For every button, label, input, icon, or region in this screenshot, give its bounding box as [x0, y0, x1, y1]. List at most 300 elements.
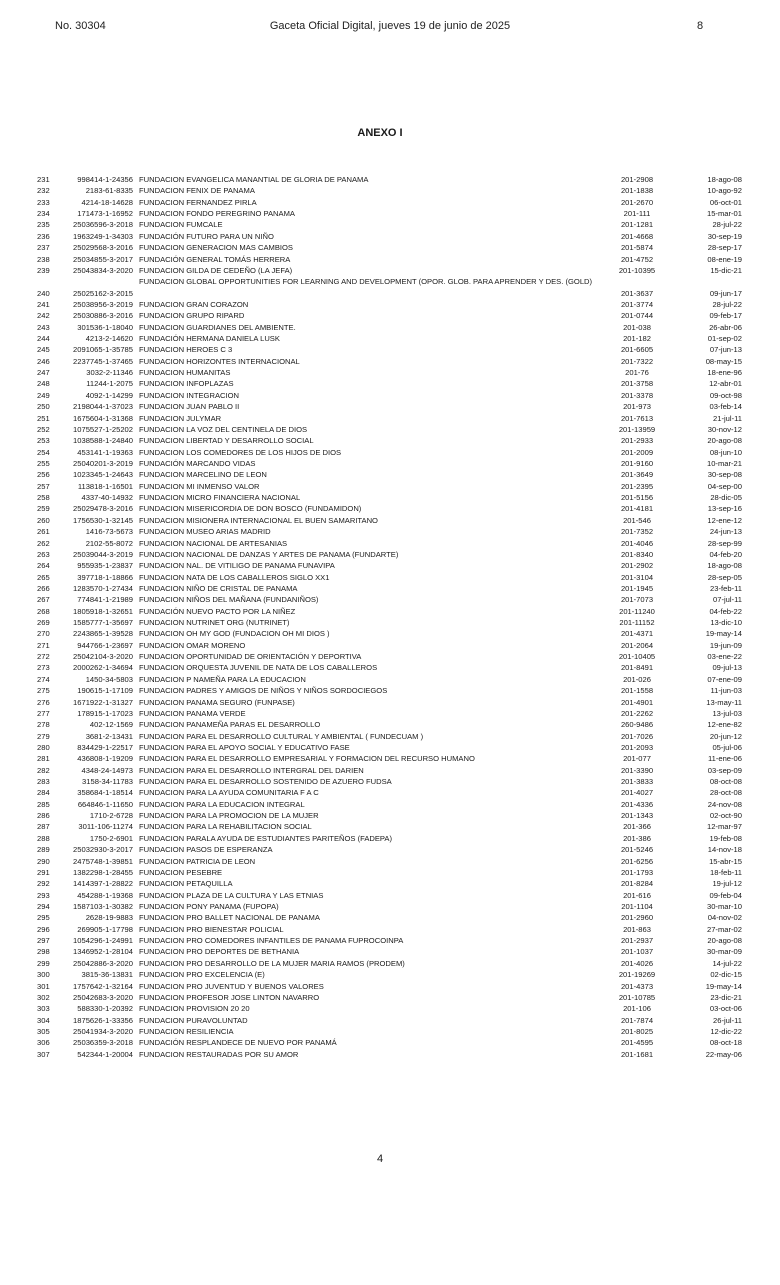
ruc-cell: 25041934-3-2020: [73, 1026, 133, 1036]
registry-cell: 201-546: [623, 515, 651, 525]
date-cell: 24-nov-08: [707, 799, 742, 809]
row-number: 260: [37, 515, 50, 525]
foundation-name-cell: FUNDACION HORIZONTES INTERNACIONAL: [139, 356, 300, 366]
date-cell: 18-ago-08: [707, 175, 742, 184]
ruc-cell: 436808-1-19209: [77, 754, 133, 764]
date-cell: 19-jun-09: [709, 640, 742, 650]
foundation-name-cell: FUNDACION PARA EL DESARROLLO INTERGRAL DEL DARIEN: [139, 765, 364, 775]
table-row: [0, 594, 780, 605]
table-row: [0, 310, 780, 321]
registry-cell: 201-76: [625, 368, 649, 378]
row-number: 233: [37, 197, 50, 207]
foundation-list: [0, 174, 780, 1060]
registry-cell: 201-5874: [620, 243, 654, 253]
table-row: [0, 469, 780, 480]
table-row: [0, 787, 780, 798]
row-number: 241: [37, 299, 50, 309]
row-number: 248: [37, 379, 50, 389]
row-number: 289: [37, 845, 50, 855]
date-cell: 15-abr-15: [709, 856, 742, 866]
foundation-name-cell: FUNDACION PRO DESARROLLO DE LA MUJER MARIA RAMOS (PRODEM): [139, 958, 405, 968]
registry-cell: 201-026: [623, 674, 651, 684]
registry-cell: 201-2908: [620, 175, 654, 184]
table-row: [0, 515, 780, 526]
table-row: [0, 708, 780, 719]
table-row: [0, 322, 780, 333]
row-number: 288: [37, 833, 50, 843]
table-row: [0, 549, 780, 560]
registry-cell: 201-3758: [620, 379, 654, 389]
foundation-name-cell: FUNDACION NACIONAL DE DANZAS Y ARTES DE PANAMA (FUNDARTE): [139, 549, 399, 559]
table-row: [0, 992, 780, 1003]
ruc-cell: 1283570-1-27434: [73, 583, 133, 593]
foundation-name-cell: FUNDACION INFOPLAZAS: [139, 379, 234, 389]
ruc-cell: 113818-1-16501: [77, 481, 133, 491]
row-number: 255: [37, 458, 50, 468]
date-cell: 20-ago-08: [707, 936, 742, 946]
foundation-name-cell: FUNDACION NACIONAL DE ARTESANIAS: [139, 538, 288, 548]
table-row: [0, 526, 780, 537]
table-row: [0, 640, 780, 651]
registry-cell: 201-8025: [620, 1026, 654, 1036]
ruc-cell: 1805918-1-32651: [73, 606, 133, 616]
registry-cell: 201-2670: [620, 197, 654, 207]
foundation-name-cell: FUNDACIÓN RESPLANDECE DE NUEVO POR PANAMÁ: [139, 1038, 337, 1048]
registry-cell: 201-10405: [618, 652, 656, 662]
date-cell: 28-jul-22: [712, 299, 742, 309]
ruc-cell: 25039044-3-2019: [73, 549, 133, 559]
row-number: 287: [37, 822, 50, 832]
table-row: [0, 424, 780, 435]
date-cell: 19-jul-12: [712, 879, 742, 889]
date-cell: 02-oct-90: [709, 811, 742, 821]
row-number: 235: [37, 220, 50, 230]
table-row: [0, 753, 780, 764]
registry-cell: 201-1104: [621, 902, 653, 911]
table-row: [0, 856, 780, 867]
row-number: 304: [37, 1015, 50, 1025]
row-number: 251: [37, 413, 50, 423]
ruc-cell: 1346952-1-28104: [73, 947, 133, 957]
row-number: 259: [37, 504, 50, 514]
row-number: 305: [37, 1026, 50, 1036]
table-row: [0, 401, 780, 412]
registry-cell: 201-106: [623, 1004, 651, 1014]
table-row: [0, 197, 780, 208]
foundation-name-cell: FUNDACIÓN HERMANA DANIELA LUSK: [139, 334, 280, 344]
ruc-cell: 25032930-3-2017: [73, 845, 133, 855]
registry-cell: 201-2933: [620, 436, 654, 446]
row-number: 283: [37, 777, 50, 787]
registry-cell: 201-4371: [620, 629, 654, 639]
foundation-name-cell: FUNDACION NIÑO DE CRISTAL DE PANAMA: [139, 583, 298, 593]
registry-cell: 201-2960: [620, 913, 654, 923]
row-number: 266: [37, 583, 50, 593]
registry-cell: 201-386: [623, 833, 651, 843]
registry-cell: 201-3774: [620, 299, 654, 309]
foundation-name-cell: FUNDACION NATA DE LOS CABALLEROS SIGLO XX1: [139, 572, 330, 582]
registry-cell: 201-1558: [620, 686, 654, 696]
registry-cell: 201-111: [623, 209, 651, 219]
foundation-name-cell: FUNDACION NAL. DE VITILIGO DE PANAMA FUNAVIPA: [139, 561, 335, 571]
registry-cell: 201-7322: [620, 356, 654, 366]
ruc-cell: 2237745-1-37465: [73, 356, 133, 366]
date-cell: 09-feb-17: [709, 311, 742, 321]
row-number: 281: [37, 754, 50, 764]
date-cell: 26-jul-11: [713, 1015, 742, 1025]
ruc-cell: 25042683-3-2020: [73, 992, 133, 1002]
date-cell: 18-ene-96: [707, 368, 742, 378]
registry-cell: 201-5246: [620, 845, 654, 855]
date-cell: 02-dic-15: [710, 970, 742, 980]
foundation-name-cell: FUNDACION OPORTUNIDAD DE ORIENTACIÓN Y DEPORTIVA: [139, 652, 362, 662]
table-row: [0, 344, 780, 355]
row-number: 240: [37, 288, 50, 298]
table-row: [0, 878, 780, 889]
date-cell: 08-ene-19: [707, 254, 742, 264]
registry-cell: 201-7026: [620, 731, 654, 741]
registry-cell: 201-3390: [620, 765, 654, 775]
foundation-name-cell: FUNDACIÓN GENERAL TOMÁS HERRERA: [139, 254, 291, 264]
table-row: [0, 447, 780, 458]
row-number: 236: [37, 231, 50, 241]
foundation-name-cell: FUNDACION PATRICIA DE LEON: [139, 856, 256, 866]
registry-cell: 201-4046: [620, 538, 654, 548]
table-row: [0, 378, 780, 389]
row-number: 302: [37, 992, 50, 1002]
ruc-cell: 4092-1-14299: [85, 390, 133, 400]
registry-cell: 201-4752: [620, 254, 654, 264]
date-cell: 30-nov-12: [707, 424, 742, 434]
ruc-cell: 3011-106-11274: [78, 822, 133, 832]
table-row: [0, 606, 780, 617]
ruc-cell: 25025162-3-2015: [73, 288, 133, 298]
row-number: 303: [37, 1004, 50, 1014]
table-row: [0, 265, 780, 276]
ruc-cell: 4214-18-14628: [81, 197, 133, 207]
row-number: 237: [37, 243, 50, 253]
ruc-cell: 11244-1-2075: [86, 379, 133, 389]
ruc-cell: 301536-1-18040: [77, 322, 133, 332]
table-row: [0, 651, 780, 662]
ruc-cell: 25036359-3-2018: [73, 1038, 133, 1048]
ruc-cell: 25043834-3-2020: [73, 265, 133, 275]
row-number: 243: [37, 322, 50, 332]
registry-cell: 260-9486: [620, 720, 654, 730]
ruc-cell: 25042886-3-2020: [73, 958, 133, 968]
date-cell: 10-mar-21: [706, 458, 742, 468]
table-row: [0, 583, 780, 594]
date-cell: 11-ene-06: [707, 754, 742, 764]
date-cell: 18-ago-08: [707, 561, 742, 571]
foundation-name-cell: FUNDACION OMAR MORENO: [139, 640, 246, 650]
ruc-cell: 944766-1-23697: [77, 640, 133, 650]
ruc-cell: 1382298-1-28455: [73, 867, 133, 877]
registry-cell: 201-7073: [620, 595, 654, 605]
date-cell: 28-sep-05: [707, 572, 742, 582]
foundation-name-cell: FUNDACION P NAMEÑA PARA LA EDUCACION: [139, 674, 306, 684]
date-cell: 30-sep-19: [707, 231, 742, 241]
table-row: [0, 481, 780, 492]
ruc-cell: 1756530-1-32145: [73, 515, 133, 525]
date-cell: 14-jul-22: [712, 958, 742, 968]
registry-cell: 201-077: [623, 754, 651, 764]
table-row: [0, 185, 780, 196]
foundation-name-cell: FUNDACION PLAZA DE LA CULTURA Y LAS ETNIAS: [139, 890, 324, 900]
registry-cell: 201-2395: [620, 481, 654, 491]
ruc-cell: 1750-2-6901: [89, 833, 133, 843]
registry-cell: 201-4668: [620, 231, 654, 241]
date-cell: 18-feb-11: [710, 867, 742, 877]
ruc-cell: 2628-19-9883: [85, 913, 133, 923]
foundation-name-cell: FUNDACION MICRO FINANCIERA NACIONAL: [139, 493, 301, 503]
date-cell: 03-oct-06: [709, 1004, 742, 1014]
foundation-name-cell: FUNDACION PANAMA SEGURO (FUNPASE): [139, 697, 295, 707]
table-row: [0, 242, 780, 253]
row-number: 242: [37, 311, 50, 321]
foundation-name-cell: FUNDACION MI INMENSO VALOR: [139, 481, 260, 491]
row-number: 261: [37, 527, 50, 537]
foundation-name-cell: FUNDACION PROFESOR JOSE LINTON NAVARRO: [139, 992, 320, 1002]
date-cell: 30-mar-10: [706, 902, 742, 911]
date-cell: 19-may-14: [705, 629, 742, 639]
table-row: [0, 538, 780, 549]
table-row: [0, 503, 780, 514]
ruc-cell: 358684-1-18514: [77, 788, 133, 798]
table-row: [0, 674, 780, 685]
registry-cell: 201-616: [623, 890, 651, 900]
table-row: [0, 458, 780, 469]
foundation-name-cell: FUNDACION PARA LA REHABILITACION SOCIAL: [139, 822, 312, 832]
ruc-cell: 178915-1-17023: [77, 708, 133, 718]
foundation-name-cell: FUNDACION PANAMA VERDE: [139, 708, 246, 718]
ruc-cell: 190615-1-17109: [77, 686, 133, 696]
foundation-name-cell: FUNDACIÓN FUTURO PARA UN NIÑO: [139, 231, 274, 241]
row-number: 272: [37, 652, 50, 662]
ruc-cell: 1671922-1-31327: [73, 697, 133, 707]
ruc-cell: 1038588-1-24840: [73, 436, 133, 446]
date-cell: 09-feb-04: [709, 890, 742, 900]
registry-cell: 201-182: [623, 334, 651, 344]
ruc-cell: 1054296-1-24991: [73, 936, 133, 946]
registry-cell: 201-11152: [619, 618, 655, 628]
date-cell: 23-dic-21: [710, 992, 742, 1002]
table-row: [0, 390, 780, 401]
table-row: [0, 560, 780, 571]
registry-cell: 201-4026: [620, 958, 654, 968]
table-row: [0, 742, 780, 753]
foundation-name-cell: FUNDACION PRO EXCELENCIA (E): [139, 970, 265, 980]
row-number: 249: [37, 390, 50, 400]
table-row: [0, 1049, 780, 1060]
table-row: [0, 890, 780, 901]
foundation-name-cell: FUNDACION ORQUESTA JUVENIL DE NATA DE LOS CABALLEROS: [139, 663, 378, 673]
table-row: [0, 844, 780, 855]
foundation-name-cell: FUNDACION GLOBAL OPPORTUNITIES FOR LEARNING AND DEVELOPMENT (OPOR. GLOB. PARA APRENDER Y DES. (GOLD): [139, 277, 593, 287]
foundation-name-cell: FUNDACION PETAQUILLA: [139, 879, 233, 889]
row-number: 297: [37, 936, 50, 946]
foundation-name-cell: FUNDACION PARA EL DESARROLLO EMPRESARIAL Y FORMACION DEL RECURSO HUMANO: [139, 754, 475, 764]
table-row: [0, 628, 780, 639]
table-row: [0, 685, 780, 696]
foundation-name-cell: FUNDACION LA VOZ DEL CENTINELA DE DIOS: [139, 424, 308, 434]
registry-cell: 201-3649: [620, 470, 654, 480]
row-number: 265: [37, 572, 50, 582]
table-row: [0, 969, 780, 980]
registry-cell: 201-8340: [620, 549, 654, 559]
foundation-name-cell: FUNDACION PARALA AYUDA DE ESTUDIANTES PARITEÑOS (FADEPA): [139, 833, 393, 843]
registry-cell: 201-366: [623, 822, 651, 832]
foundation-name-cell: FUNDACION PURAVOLUNTAD: [139, 1015, 248, 1025]
date-cell: 08-oct-18: [709, 1038, 742, 1048]
row-number: 257: [37, 481, 50, 491]
row-number: 299: [37, 958, 50, 968]
row-number: 301: [37, 981, 50, 991]
ruc-cell: 664846-1-11650: [77, 799, 133, 809]
registry-cell: 201-6605: [620, 345, 654, 355]
row-number: 300: [37, 970, 50, 980]
table-row: [0, 231, 780, 242]
date-cell: 13-jul-03: [712, 708, 742, 718]
ruc-cell: 4213-2-14620: [85, 334, 133, 344]
registry-cell: 201-2902: [620, 561, 654, 571]
registry-cell: 201-4901: [620, 697, 654, 707]
ruc-cell: 2198044-1-37023: [73, 402, 133, 412]
table-row: [0, 833, 780, 844]
registry-cell: 201-8284: [620, 879, 654, 889]
foundation-name-cell: FUNDACION FONDO PEREGRINO PANAMA: [139, 209, 295, 219]
ruc-cell: 1587103-1-30382: [73, 902, 133, 911]
registry-cell: 201-7874: [620, 1015, 654, 1025]
date-cell: 07-ene-09: [707, 674, 742, 684]
ruc-cell: 4337-40-14932: [81, 493, 133, 503]
row-number: 298: [37, 947, 50, 957]
registry-cell: 201-1838: [620, 186, 654, 196]
gazette-title: Gaceta Oficial Digital, jueves 19 de junio de 2025: [269, 20, 511, 32]
date-cell: 03-sep-09: [707, 765, 742, 775]
table-row: [0, 1037, 780, 1048]
foundation-name-cell: FUNDACION PADRES Y AMIGOS DE NIÑOS Y NIÑOS SORDOCIEGOS: [139, 686, 388, 696]
row-number: 256: [37, 470, 50, 480]
registry-cell: 201-4595: [620, 1038, 654, 1048]
date-cell: 28-dic-05: [710, 493, 742, 503]
ruc-cell: 1757642-1-32164: [73, 981, 133, 991]
table-row: [0, 1015, 780, 1026]
foundation-name-cell: FUNDACION PARA EL DESARROLLO SOSTENIDO DE AZUERO FUDSA: [139, 777, 392, 787]
date-cell: 19-feb-08: [709, 833, 742, 843]
foundation-name-cell: FUNDACION PRO BALLET NACIONAL DE PANAMA: [139, 913, 320, 923]
foundation-name-cell: FUNDACION INTEGRACION: [139, 390, 239, 400]
foundation-name-cell: FUNDACION PARA LA EDUCACION INTEGRAL: [139, 799, 305, 809]
row-number: 258: [37, 493, 50, 503]
ruc-cell: 1414397-1-28822: [73, 879, 133, 889]
foundation-name-cell: FUNDACION PRO BIENESTAR POLICIAL: [139, 924, 284, 934]
document-title: ANEXO I: [357, 127, 403, 139]
row-number: 284: [37, 788, 50, 798]
row-number: 291: [37, 867, 50, 877]
ruc-cell: 1585777-1-35697: [73, 618, 133, 628]
registry-cell: 201-038: [623, 322, 651, 332]
ruc-cell: 25038956-3-2019: [73, 299, 133, 309]
foundation-name-cell: FUNDACION PARA EL DESARROLLO CULTURAL Y AMBIENTAL ( FUNDECUAM ): [139, 731, 424, 741]
registry-cell: 201-5156: [620, 493, 654, 503]
ruc-cell: 998414-1-24356: [77, 175, 133, 184]
ruc-cell: 171473-1-16952: [77, 209, 133, 219]
table-row: [0, 276, 780, 299]
date-cell: 28-sep-17: [707, 243, 742, 253]
row-number: 290: [37, 856, 50, 866]
row-number: 274: [37, 674, 50, 684]
row-number: 307: [37, 1049, 50, 1059]
date-cell: 13-dic-10: [710, 618, 742, 628]
date-cell: 20-jun-12: [709, 731, 742, 741]
ruc-cell: 1075527-1-25202: [73, 424, 133, 434]
foundation-name-cell: FUNDACION PASOS DE ESPERANZA: [139, 845, 273, 855]
date-cell: 09-jun-17: [709, 288, 742, 298]
row-number: 271: [37, 640, 50, 650]
foundation-name-cell: FUNDACION MISERICORDIA DE DON BOSCO (FUNDAMIDON): [139, 504, 362, 514]
registry-cell: 201-19269: [618, 970, 656, 980]
table-row: [0, 174, 780, 185]
foundation-name-cell: FUNDACION PRO COMEDORES INFANTILES DE PANAMA FUPROCOINPA: [139, 936, 404, 946]
registry-cell: 201-2937: [620, 936, 654, 946]
row-number: 292: [37, 879, 50, 889]
ruc-cell: 3158-34-11783: [82, 777, 133, 787]
table-row: [0, 731, 780, 742]
registry-cell: 201-1793: [620, 867, 654, 877]
date-cell: 03-ene-22: [707, 652, 742, 662]
date-cell: 20-ago-08: [707, 436, 742, 446]
date-cell: 14-nov-18: [707, 845, 742, 855]
row-number: 294: [37, 902, 50, 911]
foundation-name-cell: FUNDACION FUMCALE: [139, 220, 223, 230]
foundation-name-cell: FUNDACION LOS COMEDORES DE LOS HIJOS DE DIOS: [139, 447, 342, 457]
ruc-cell: 3032-2-11346: [86, 368, 133, 378]
table-row: [0, 492, 780, 503]
table-row: [0, 799, 780, 810]
ruc-cell: 25029568-3-2016: [73, 243, 133, 253]
date-cell: 12-mar-97: [706, 822, 742, 832]
foundation-name-cell: FUNDACION PARA EL APOYO SOCIAL Y EDUCATIVO FASE: [139, 742, 350, 752]
date-cell: 07-jul-11: [713, 595, 742, 605]
table-row: [0, 765, 780, 776]
date-cell: 28-sep-99: [707, 538, 742, 548]
foundation-name-cell: FUNDACION OH MY GOD (FUNDACION OH MI DIOS ): [139, 629, 330, 639]
foundation-name-cell: FUNDACION MARCELINO DE LEON: [139, 470, 267, 480]
row-number: 296: [37, 924, 50, 934]
row-number: 264: [37, 561, 50, 571]
table-row: [0, 662, 780, 673]
ruc-cell: 2243865-1-39528: [73, 629, 133, 639]
date-cell: 28-jul-22: [712, 220, 742, 230]
table-row: [0, 958, 780, 969]
ruc-cell: 454288-1-19368: [77, 890, 133, 900]
row-number: 285: [37, 799, 50, 809]
foundation-name-cell: FUNDACION MISIONERA INTERNACIONAL EL BUEN SAMARITANO: [139, 515, 378, 525]
date-cell: 13-sep-16: [707, 504, 742, 514]
date-cell: 22-may-06: [705, 1049, 742, 1059]
table-row: [0, 413, 780, 424]
registry-cell: 201-1343: [620, 811, 654, 821]
date-cell: 15-mar-01: [706, 209, 742, 219]
date-cell: 04-nov-02: [707, 913, 742, 923]
registry-cell: 201-863: [623, 924, 651, 934]
row-number: 246: [37, 356, 50, 366]
row-number: 270: [37, 629, 50, 639]
registry-cell: 201-2064: [620, 640, 654, 650]
registry-cell: 201-4336: [620, 799, 654, 809]
registry-cell: 201-2262: [620, 708, 654, 718]
